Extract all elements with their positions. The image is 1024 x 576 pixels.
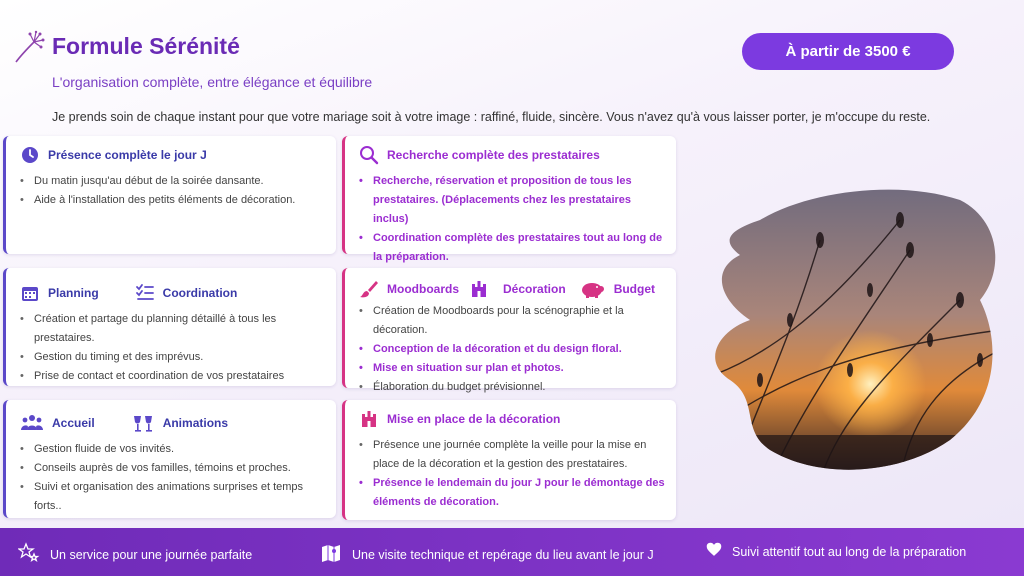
card-recherche (342, 136, 676, 263)
people-icon (20, 413, 44, 433)
castle-icon (359, 409, 379, 429)
list-item: • Conseils auprès de vos familles, témoins et proches. (20, 459, 326, 478)
sunset-photo (700, 180, 1010, 480)
list-item: • Mise en situation sur plan et photos. (359, 359, 666, 378)
list-item: • Présence une journée complète la veille pour la mise en place de la décoration et la gestion des prestataires. (359, 436, 666, 474)
page-subtitle: L'organisation complète, entre élégance et équilibre (52, 74, 373, 90)
footer-item-service (18, 542, 252, 567)
card-animations-title: Animations (162, 416, 229, 430)
list-item: • Conception de la décoration et du design floral. (359, 340, 666, 359)
footer-item-visite (320, 542, 654, 567)
castle-icon (469, 279, 489, 299)
list-item: • Prise de contact et coordination de vos prestataires (20, 367, 326, 386)
list-item: • Élaboration du budget prévisionnel. (359, 378, 666, 397)
list-item: • Coordination complète des prestataires tout au long de la préparation. (359, 229, 666, 267)
piggy-bank-icon (580, 279, 606, 299)
card-accueil-title: Accueil (52, 416, 95, 430)
magnifier-icon (359, 145, 379, 165)
footer-item-label: Un service pour une journée parfaite (50, 547, 253, 562)
calendar-icon (20, 283, 40, 303)
list-item: • Création et partage du planning détaillé à tous les prestataires. (20, 310, 326, 348)
checklist-icon (135, 283, 155, 303)
stars-icon (18, 542, 50, 567)
intro-text: Je prends soin de chaque instant pour que votre mariage soit à votre image : raffiné, fluide, sincère. Vous n'avez qu'à vous laisser porter, je m'occupe du reste. (52, 110, 931, 124)
list-item: • Suivi et organisation des animations surprises et temps forts.. (20, 478, 326, 516)
price-button[interactable]: À partir de 3500 € (742, 33, 954, 70)
footer-bar (0, 528, 1024, 576)
card-presence (3, 136, 336, 254)
list-item: • Recherche, réservation et proposition de tous les prestataires. (Déplacements chez les prestataires inclus) (359, 172, 666, 229)
clock-icon (20, 145, 40, 165)
list-item: • Création de Moodboards pour la scénographie et la décoration. (359, 302, 666, 340)
brush-icon (359, 279, 379, 299)
cheers-icon (131, 413, 155, 433)
list-item: • Présence le lendemain du jour J pour le démontage des éléments de décoration. (359, 474, 666, 512)
card-decoration-title: Décoration (503, 282, 566, 296)
heart-icon (706, 542, 732, 561)
dandelion-icon (10, 30, 46, 66)
list-item: • Du matin jusqu'au début de la soirée dansante. (20, 172, 326, 191)
map-icon (320, 542, 352, 567)
card-planning (3, 268, 336, 386)
card-mise-en-place-title: Mise en place de la décoration (387, 412, 561, 426)
footer-item-label: Suivi attentif tout au long de la préparation (732, 544, 967, 559)
card-moodboards (342, 268, 676, 393)
footer-item-suivi (706, 542, 966, 561)
card-recherche-title: Recherche complète des prestataires (387, 148, 600, 162)
list-item: • Aide à l'installation des petits éléments de décoration. (20, 191, 326, 210)
footer-item-label: Une visite technique et repérage du lieu avant le jour J (352, 547, 654, 562)
page-title: Formule Sérénité (52, 33, 240, 59)
card-mise-en-place (342, 400, 676, 520)
card-budget-title: Budget (613, 282, 656, 296)
card-planning-title: Planning (48, 286, 99, 300)
card-coordination-title: Coordination (162, 286, 238, 300)
card-moodboards-title: Moodboards (387, 282, 459, 296)
list-item: • Gestion fluide de vos invités. (20, 440, 326, 459)
list-item: • Gestion du timing et des imprévus. (20, 348, 326, 367)
card-accueil (3, 400, 336, 518)
card-presence-title: Présence complète le jour J (48, 148, 207, 162)
